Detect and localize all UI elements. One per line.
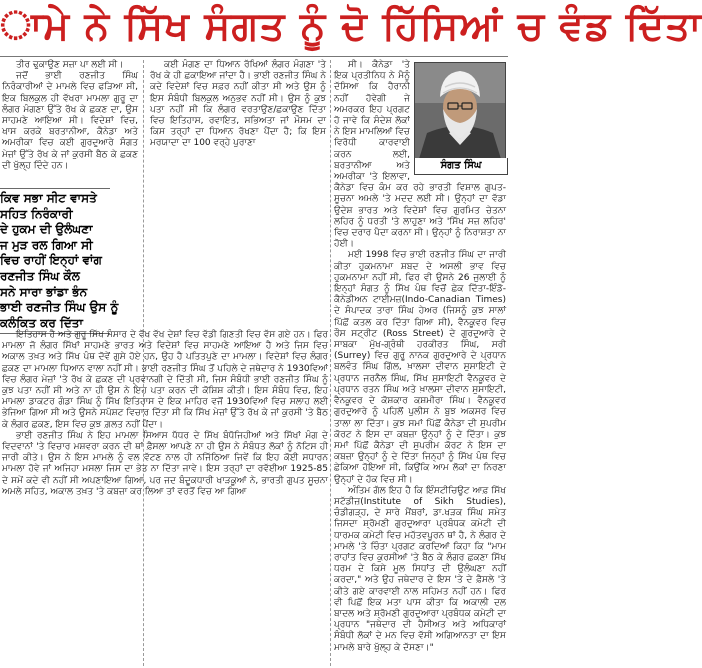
headline-banner	[0, 0, 702, 57]
paragraph: ਇਤਿਹਾਸ ਹੈ ਅਤੇ ਗੁਰੂ ਸਿੱਖ ਸੰਸਾਰ ਦੇ ਵੱਖ ਵੱਖ ਦੇਸ਼ਾਂ ਵਿਚ ਵੱਡੀ ਗਿਣਤੀ ਵਿਚ ਵੱਸ ਗਏ ਹਨ। ਫਿਰ ਮਾਮਲਾ ਜੋ ਲੰਗਰ ਸਿੱਖਾਂ ਸਾਹਮਣੇ ਭਾਰਤ ਅਤੇ ਵਿਦੇਸ਼ਾਂ ਵਿਚ ਸਾਹਮਣੇ ਆਇਆ ਹੈ ਅਤੇ ਜਿਸ ਵਿਚ ਅਕਾਲ ਤਖ਼ਤ ਅਤੇ ਸਿੱਖ ਪੰਥ ਦੋਵੇਂ ਗੁਸੇ ਹੋਏ ਹਨ, ਉਹ ਹੈ ਪਤਿਤਪੁਣੇ ਦਾ ਮਾਮਲਾ। ਵਿਦੇਸ਼ਾਂ ਵਿਚ ਲੰਗਰ ਛਕਣ ਦਾ ਮਾਮਲਾ ਧਿਆਨ ਵਾਲਾ ਨਹੀਂ ਸੀ। ਭਾਈ ਰਣਜੀਤ ਸਿੰਘ ਤੋਂ ਪਹਿਲੇ ਦੇ ਜਥੇਦਾਰ ਨੇ 1930ਵਿਆਂ ਵਿਚ ਲੰਗਰ ਮੇਜ਼ਾਂ 'ਤੇ ਰੱਖ ਕੇ ਛਕਣ ਦੀ ਪ੍ਰਵਾਨਗੀ ਦੇ ਦਿੱਤੀ ਸੀ, ਜਿਸ ਸੰਬੰਧੀ ਭਾਈ ਰਣਜੀਤ ਸਿੰਘ ਨੂੰ ਕੁਝ ਪਤਾ ਨਹੀਂ ਸੀ ਅਤੇ ਨਾ ਹੀ ਉਸ ਨੇ ਇਹ ਪਤਾ ਕਰਨ ਦੀ ਕੋਸ਼ਿਸ਼ ਕੀਤੀ। ਇਸ ਸੰਬੰਧ ਵਿਚ, ਇਹ ਮਾਮਲਾ ਡਾਕਟਰ ਗੰਡਾ ਸਿੰਘ ਨੂੰ ਸਿੱਖ ਇਤਿਹਾਸ ਦੇ ਇਕ ਮਾਹਿਰ ਵਜੋਂ 1930ਵਿਆਂ ਵਿਚ ਸਲਾਹ ਲਈ ਭੇਜਿਆ ਗਿਆ ਸੀ ਅਤੇ ਉਸਨੇ ਸਪੱਸ਼ਟ ਵਿਚਾਰ ਦਿੱਤਾ ਸੀ ਕਿ ਸਿੱਖ ਮੇਜ਼ਾਂ ਉੱਤੇ ਰੱਖ ਕੇ ਜਾਂ ਕੁਰਸੀ 'ਤੇ ਬੈਠ ਕੇ ਲੰਗਰ ਛਕਣ, ਇਸ ਵਿਚ ਕੁਝ ਗ਼ਲਤ ਨਹੀਂ ਪੈਂਦਾ।	[2, 330, 328, 430]
column-divider	[330, 60, 332, 666]
pull-quote-line: ਸਹਿਤ ਨਿਰੰਕਾਰੀ	[0, 206, 73, 221]
headline: ਾਮੇ ਨੇ ਸਿੱਖ ਸੰਗਤ ਨੂੰ ਦੋ ਹਿੱਸਿਆਂ ਚ ਵੰਡ ਦਿੱਤਾ	[0, 4, 702, 49]
pull-quote-line: ਕਿਵ ਸਭਾ ਸੀਟ ਵਾਸਤੇ	[0, 191, 97, 205]
paragraph: ਭਾਈ ਰਣਜੀਤ ਸਿੰਘ ਨੇ ਇਹ ਮਾਮਲਾ ਸਿਆਸ ਧੱਧਰ ਦੇ ਸਿੱਖ ਬੰਧੋਜਿਹੀਆਂ ਅਤੇ ਸਿੱਖਾਂ ਮੰਗ ਦੇ ਵਿਦਵਾਨਾਂ 'ਤੇ ਵਿਚਾਰ ਮਸ਼ਵਰਾ ਕਰਨ ਦੀ ਥਾਂ ਫ਼ੈਸਲਾ ਆਪਣੇ ਨਾ ਹੀ ਉਸ ਨੇ ਸੰਬੰਧਤ ਲੋਕਾਂ ਨੂੰ ਨੋਟਿਸ ਹੀ ਜਾਰੀ ਕੀਤੇ। ਉਸ ਨੇ ਇਸ ਮਾਮਲੇ ਨੂੰ ਵਲ ਵੱਟਣ ਨਾਲ ਹੀ ਨਜਿੱਠਿਆ ਜਿਵੇਂ ਕਿ ਇਹ ਕੋਈ ਸਧਾਰਨ ਮਾਮਲਾ ਹੋਵੇ ਜਾਂ ਅਜਿਹਾ ਮਸਲਾ ਜਿਸ ਦਾ ਭੇਤ ਨਾ ਦਿੱਤਾ ਜਾਵੇ। ਇਸ ਤਰ੍ਹਾਂ ਦਾ ਰਵੱਈਆ 1925-85 ਦੇ ਸਮੇਂ ਕਦੇ ਵੀ ਨਹੀਂ ਸੀ ਅਪਣਾਇਆ ਗਿਆ, ਪਰ ਜਦ ਬੰਦੂਕਧਾਰੀ ਖਾੜਕੂਆਂ ਨੇ, ਭਾਰਤੀ ਗੁਪਤ ਸੂਚਨਾ ਅਮਲੇ ਸਹਿਤ, ਅਕਾਲ ਤਖ਼ਤ 'ਤੇ ਕਬਜ਼ਾ ਕਰ ਲਿਆ ਤਾਂ ਵਰਤੋਂ ਵਿਚ ਆ ਗਿਆ	[2, 430, 328, 497]
paragraph: ਮਈ 1998 ਵਿਚ ਭਾਈ ਰਣਜੀਤ ਸਿੰਘ ਦਾ ਜਾਰੀ ਕੀਤਾ ਹੁਕਮਨਾਮਾ ਸ਼ਬਦ ਦੇ ਅਸਲੀ ਭਾਵ ਵਿਚ ਹੁਕਮਨਾਮਾ ਨਹੀਂ ਸੀ, ਫਿਰ ਵੀ ਉਸਨੇ 26 ਜੁਲਾਈ ਨੂੰ ਇਨ੍ਹਾਂ ਸੰਗਤ ਨੂੰ ਸਿੱਖ ਪੰਥ ਵਿਚੋਂ ਛੇਕ ਦਿੱਤਾ-ਇੰਡੋ-ਕੈਨੇਡੀਅਨ ਟਾਈਮਜ਼(Indo-Canadian Times) ਦੇ ਸੰਪਾਦਕ ਤਾਰਾ ਸਿੰਘ ਹੇਅਰ (ਜਿਸਨੂੰ ਕੁਝ ਸਾਲਾਂ ਪਿੱਛੋਂ ਕਤਲ ਕਰ ਦਿੱਤਾ ਗਿਆ ਸੀ), ਵੈਨਕੂਵਰ ਵਿਚ ਰੌਸ ਸਟ੍ਰੀਟ (Ross Street) ਦੇ ਗੁਰਦੁਆਰੇ ਦੇ ਸਾਬਕਾ ਮੁੱਖ-ਗ੍ਰੰਥੀ ਹਰਕੀਰਤ ਸਿੰਘ, ਸਰੀ (Surrey) ਵਿਚ ਗੁਰੂ ਨਾਨਕ ਗੁਰਦੁਆਰੇ ਦੇ ਪ੍ਰਧਾਨ ਬਲਵੰਤ ਸਿੰਘ ਗਿੱਲ, ਖ਼ਾਲਸਾ ਦੀਵਾਨ ਸੁਸਾਇਟੀ ਦੇ ਪ੍ਰਧਾਨ ਜਰਨੈਲ ਸਿੰਘ, ਸਿੱਖ ਸੁਸਾਇਟੀ ਵੈਨਕੂਵਰ ਦੇ ਪ੍ਰਧਾਨ ਰਤਨ ਸਿੰਘ ਅਤੇ ਖ਼ਾਲਸਾ ਦੀਵਾਨ ਸੁਸਾਇਟੀ, ਵੈਨਕੂਵਰ ਦੇ ਕੋਸ਼ਕਾਰ ਕਸ਼ਮੀਰਾ ਸਿੰਘ। ਵੈਨਕੂਵਰ ਗੁਰਦੁਆਰੇ ਨੂੰ ਪਹਿਲੋਂ ਪੁਲੀਸ ਨੇ ਬੁਝ ਅਕਸਰ ਵਿਚ ਤਾਲਾ ਲਾ ਦਿੱਤਾ। ਕੁਝ ਸਮਾਂ ਪਿੱਛੋਂ ਕੈਨੇਡਾ ਦੀ ਸੁਪਰੀਮ ਕੋਰਟ ਨੇ ਇਸ ਦਾ ਕਬਜ਼ਾ ਉਨ੍ਹਾਂ ਨੂੰ ਦੇ ਦਿੱਤਾ। ਕੁਝ ਸਮਾਂ ਪਿੱਛੋਂ ਕੈਨੇਡਾ ਦੀ ਸੁਪਰੀਮ ਕੋਰਟ ਨੇ ਇਸ ਦਾ ਕਬਜ਼ਾ ਉਨ੍ਹਾਂ ਨੂੰ ਦੇ ਦਿੱਤਾ ਜਿਨ੍ਹਾਂ ਨੂੰ ਸਿੱਖ ਪੰਥ ਵਿਚ ਛੇਕਿਆ ਹੋਇਆ ਸੀ, ਕਿਉਂਕਿ ਆਮ ਲੋਕਾਂ ਦਾ ਨਿਰਣਾ ਉਨ੍ਹਾਂ ਦੇ ਹੱਕ ਵਿਚ ਸੀ।	[334, 250, 506, 485]
author-photo	[410, 60, 506, 176]
column-left	[2, 60, 138, 172]
photo-caption: ਸੰਗਤ ਸਿੰਘ	[414, 158, 508, 175]
pull-quote	[0, 188, 119, 334]
portrait-image	[414, 62, 506, 160]
portrait-illustration	[415, 63, 505, 159]
paragraph: ਜਦੋਂ ਭਾਈ ਰਣਜੀਤ ਸਿੰਘ ਨਿਰੰਕਾਰੀਆਂ ਦੇ ਮਾਮਲੇ ਵਿਚ ਫੜਿਆ ਸੀ, ਇਕ ਬਿਲਕੁਲ ਹੀ ਵੱਖਰਾ ਮਾਮਲਾ ਗੁਰੂ ਦਾ ਲੰਗਰ ਮੰਗਣਾ ਉੱਤੇ ਰੱਖ ਕੇ ਛਕਣ ਦਾ, ਉਸ ਸਾਹਮਣੇ ਆਇਆ ਸੀ। ਵਿਦੇਸ਼ਾਂ ਵਿਚ, ਖਾਸ ਕਰਕੇ ਬਰਤਾਨੀਆ, ਕੈਨੇਡਾ ਅਤੇ ਅਮਰੀਕਾ ਵਿਚ ਕਈ ਗੁਰਦੁਆਰੇ ਸੰਗਤ ਮੇਜ਼ਾਂ ਉੱਤੇ ਰੱਖ ਕੇ ਜਾਂ ਕੁਰਸੀ ਬੈਠ ਕੇ ਛਕਣ ਦੀ ਖੁੱਲ੍ਹ ਦਿੰਦੇ ਹਨ।	[2, 71, 138, 171]
pull-quote-line: ਕਲੰਕਿਤ ਕਰ ਦਿੱਤਾ	[0, 315, 83, 330]
pull-quote-line: ਭਾਈ ਰਣਜੀਤ ਸਿੰਘ ਉਸ ਨੂੰ	[0, 300, 119, 315]
article-body-lower	[2, 330, 328, 498]
pull-quote-line: ਰਣਜੀਤ ਸਿੰਘ ਕੌਲ	[0, 268, 80, 283]
pull-quote-line: ਜ ਮੁੜ ਰਲ ਗਿਆ ਸੀ	[0, 237, 93, 252]
pull-quote-line: ਵਿਚ ਰਾਹੀਂ ਇਨ੍ਹਾਂ ਵਾਂਗ	[0, 253, 102, 268]
pull-quote-line: ਦੇ ਹੁਕਮ ਦੀ ਉਲੰਘਣਾ	[0, 222, 93, 237]
paragraph: ਤੀਰ ਢੁਕਾਉਣ ਸਜ਼ਾ ਪਾ ਲਈ ਸੀ।	[16, 60, 124, 70]
column-middle	[150, 60, 326, 150]
paragraph: ਸੀ। ਕੈਨੇਡਾ 'ਤੇ ਇਕ ਪ੍ਰਤੀਨਿਧ ਨੇ ਮੈਨੂੰ ਦੱਸਿਆ ਕਿ ਹੈਰਾਨੀ ਨਹੀਂ ਹੋਵੇਗੀ ਜੇ ਅਮਰਕਰ ਇਹ ਪ੍ਰਗਟ ਹੋ ਜਾਵੇ ਕਿ ਸੰਦੇਸ਼ ਲੋਕਾਂ ਨੇ ਇਸ ਮਾਮਲਿਆਂ ਵਿਚ ਵਿਰੋਧੀ ਕਾਰਵਾਈ ਕਰਨ ਲਈ, ਬਰਤਾਨੀਆ ਅਤੇ ਅਮਰੀਕਾ 'ਤੇ ਇਲਾਵਾ, ਕੈਨੇਡਾ ਵਿਚ ਕੰਮ ਕਰ ਰਹੇ ਭਾਰਤੀ ਵਿਸ਼ਾਲ ਗੁਪਤ-ਸੂਚਨਾ ਅਮਲੇ 'ਤੇ ਮਦਦ ਲਈ ਸੀ। ਉਨ੍ਹਾਂ ਦਾ ਵੱਡਾ ਉਦੇਸ਼ ਭਾਰਤ ਅਤੇ ਵਿਦੇਸ਼ਾਂ ਵਿਚ ਗੁਰਮਿਤ ਚੇਤਨਾ ਲਹਿਰ ਨੂੰ ਧਰਤੀ 'ਤੇ ਲਾਹੁਣਾ ਅਤੇ 'ਸਿੱਖ ਸਜ਼ ਲਹਿਰ' ਵਿਚ ਦਰਾਰ ਪੈਦਾ ਕਰਨਾ ਸੀ। ਉਨ੍ਹਾਂ ਨੂੰ ਨਿਰਾਸ਼ਤਾ ਨਾ ਹੋਈ।	[334, 60, 506, 250]
pull-quote-line: ਸਨੇ ਸਾਰਾ ਭਾਂਡਾ ਭੰਨ	[0, 284, 88, 299]
paragraph: ਕਈ ਮੰਗਣ ਦਾ ਧਿਆਨ ਰੱਖਿਆਂ ਲੰਗਰ ਮੰਗਣਾ 'ਤੇ ਰੱਖ ਕੇ ਹੀ ਛਕਾਇਆ ਜਾਂਦਾ ਹੈ। ਭਾਈ ਰਣਜੀਤ ਸਿੰਘ ਨੇ ਕਦੇ ਵਿਦੇਸ਼ਾਂ ਵਿਚ ਸਫ਼ਰ ਨਹੀਂ ਕੀਤਾ ਸੀ ਅਤੇ ਉਸ ਨੂੰ ਇਸ ਸੰਬੰਧੀ ਬਿਲਕੁਲ ਅਨੁਭਵ ਨਹੀਂ ਸੀ। ਉਸ ਨੂੰ ਕੁਝ ਪਤਾ ਨਹੀਂ ਸੀ ਕਿ ਲੰਗਰ ਵਰਤਾਉਣ/ਛਕਾਉਣ ਦਿੱਤਾ ਵਿਚ ਇਤਿਹਾਸ, ਰਵਾਇਤ, ਸਭਿਅਤਾ ਜਾਂ ਮੌਸਮ ਦਾ ਕਿਸ ਤਰ੍ਹਾਂ ਦਾ ਧਿਆਨ ਰੱਖਣਾ ਪੈਂਦਾ ਹੈ; ਕਿ ਇਸ ਮਰਯਾਦਾ ਦਾ 100 ਵਰ੍ਹੇ ਪੁਰਾਣਾ	[150, 60, 326, 149]
paragraph: ਅੰਤਿਮ ਗੱਲ ਇਹ ਹੈ ਕਿ ਇੰਸਟੀਚਿਊਟ ਆਫ਼ ਸਿੱਖ ਸਟੱਡੀਜ਼(Institute of Sikh Studies), ਚੰਡੀਗੜ੍ਹ, ਦੇ ਸਾਰੇ ਮੈਂਬਰਾਂ, ਡਾ.ਖੜਕ ਸਿੰਘ ਸਮੇਤ ਜਿਸਦਾ ਸ਼੍ਰੋਮਣੀ ਗੁਰਦੁਆਰਾ ਪ੍ਰਬੰਧਕ ਕਮੇਟੀ ਦੀ ਧਾਰਮਕ ਕਮੇਟੀ ਵਿਚ ਮਹੱਤਵਪੂਰਨ ਥਾਂ ਹੈ, ਨੇ ਲੰਗਰ ਦੇ ਮਾਮਲੇ 'ਤੇ ਚਿੰਤਾ ਪ੍ਰਗਟ ਕਰਦਿਆਂ ਕਿਹਾ ਕਿ "ਮਾਮ ਰਾਹਾਂਤ ਵਿਚ ਕੁਰਸੀਆਂ 'ਤੇ ਬੈਠ ਕੇ ਲੰਗਰ ਛਕਣਾ ਸਿੱਖ ਧਰਮ ਦੇ ਕਿਸੇ ਮੂਲ ਸਿਧਾਂਤ ਦੀ ਉਲੰਘਣਾ ਨਹੀਂ ਕਰਦਾ," ਅਤੇ ਉਹ ਜਥੇਦਾਰ ਦੇ ਇਸ 'ਤੇ ਦੇ ਫ਼ੈਸਲੇ 'ਤੇ ਕੀਤੇ ਗਏ ਕਾਰਵਾਈ ਨਾਲ ਸਹਿਮਤ ਨਹੀਂ ਹਨ। ਫਿਰ ਵੀ ਪਿਛੋਂ ਇਕ ਮਤਾ ਪਾਸ ਕੀਤਾ ਕਿ ਅਕਾਲੀ ਦਲ ਬਾਦਲ ਅਤੇ ਸ਼੍ਰੋਮਣੀ ਗੁਰਦੁਆਰਾ ਪ੍ਰਬੰਧਕ ਕਮੇਟੀ ਦਾ ਪ੍ਰਧਾਨ "ਜਥੇਦਾਰ ਦੀ ਹੈਸੀਅਤ ਅਤੇ ਅਧਿਕਾਰਾਂ ਸੰਬੰਧੀ ਲੋਕਾਂ ਦੇ ਮਨ ਵਿਚ ਵੱਸੀ ਅਗਿਆਨਤਾ ਦਾ ਇਸ ਮਾਮਲੇ ਬਾਰੇ ਖੁੱਲ੍ਹ ਕੇ ਦੱਸਣਾ।"	[334, 485, 506, 653]
